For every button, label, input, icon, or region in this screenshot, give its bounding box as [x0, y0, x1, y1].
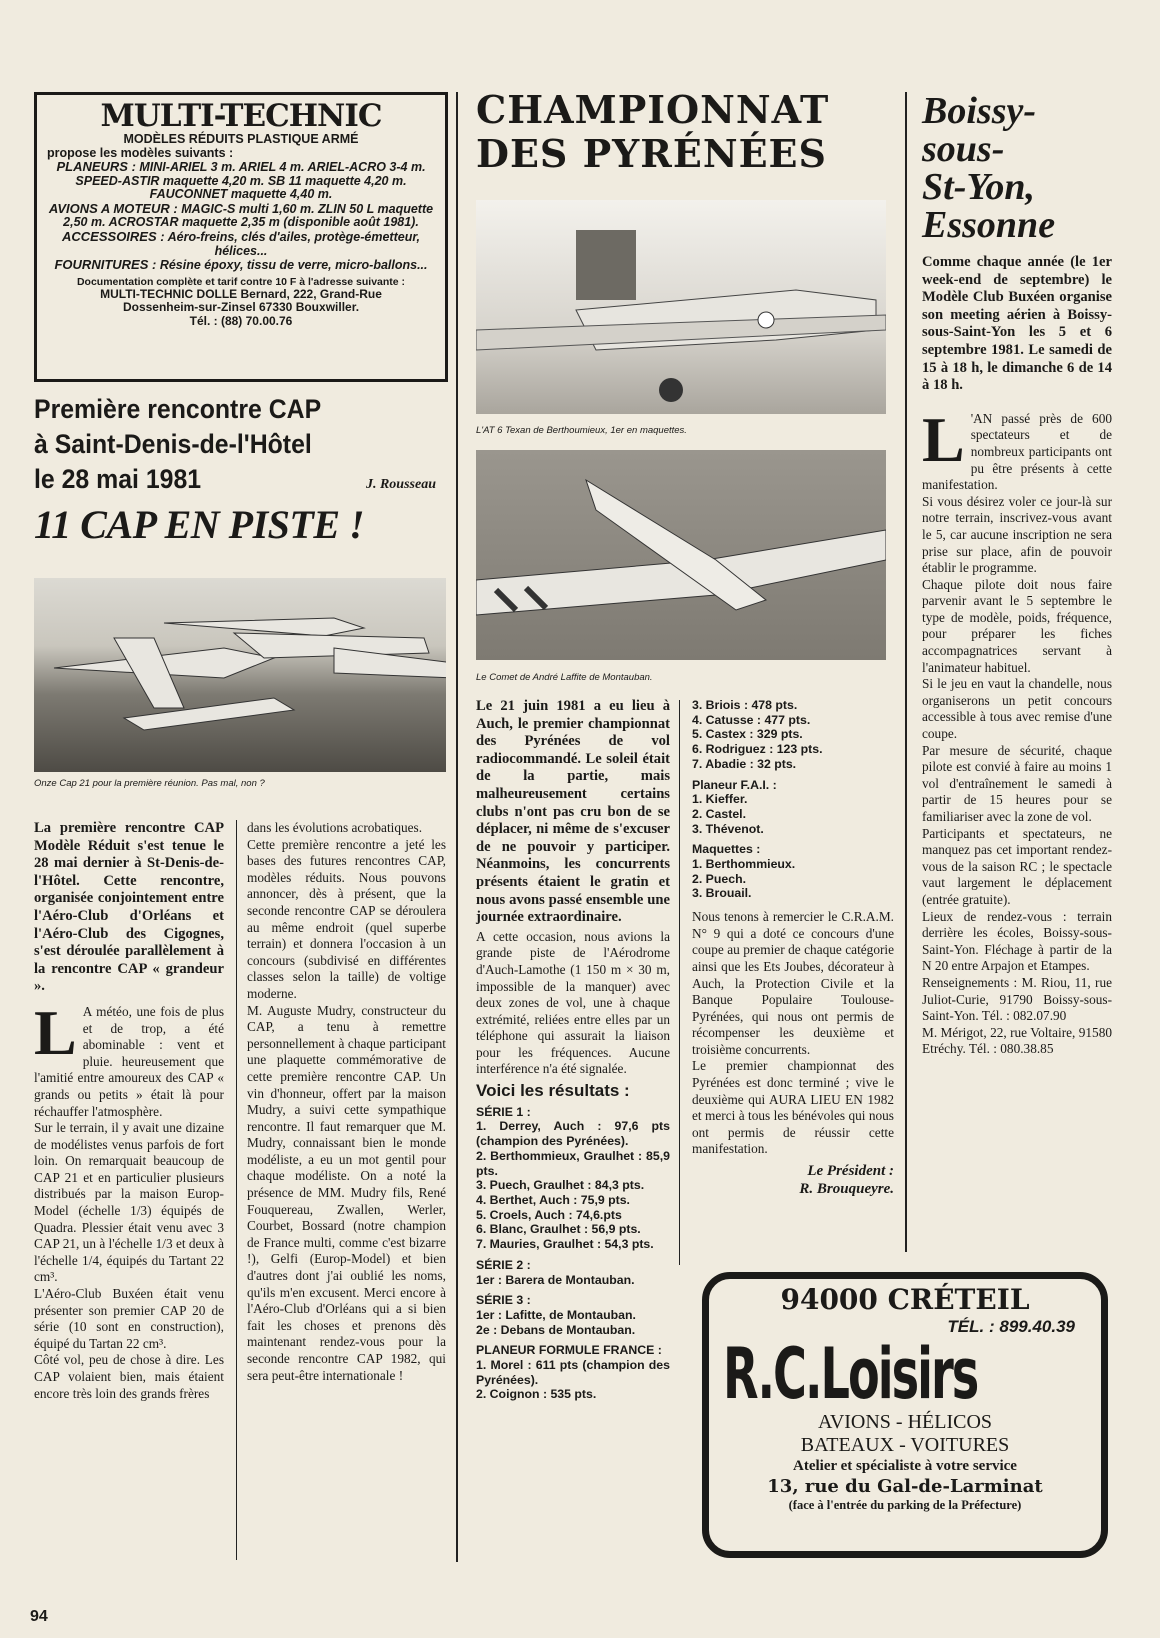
ad-logo-wrap [709, 1333, 1101, 1415]
ad-phone: TÉL. : 899.40.39 [947, 1317, 1075, 1336]
paragraph: Renseignements : M. Riou, 11, rue Juliot-Curie, 91790 Boissy-sous-Saint-Yon. Tél. : 082.07.90 [922, 974, 1112, 1024]
paragraph: Sur le terrain, il y avait une dizaine de modélistes venus parfois de fort loin. On remarquait beaucoup de CAP 21 et en particulier plusieurs distribués par la maison Europ-Model (échelle 1/3) équipés de Quadra. Plessier était venu avec 3 CAP 21, un à l'échelle 1/3 et deux à l'échelle 1/4, équipés du Tartant 22 cm³. [34, 1120, 224, 1285]
result-item: 2. Castel. [692, 806, 746, 821]
photo-comet [476, 450, 886, 660]
pyrenees-title [476, 88, 829, 176]
paragraph: Nous tenons à remercier le C.R.A.M. N° 9 qui a doté ce concours d'une coupe au premier de chaque catégorie ainsi que les Ets Joubes, décorateur à Auch, la Protection Civile et la Banque Populaire Toulouse-Pyrénées, qui nous ont permis de récompenser les deuxième et troisième concurrents. [692, 909, 894, 1057]
column-rule [236, 820, 237, 1560]
paragraph: Cette première rencontre a jeté les bases des futures rencontres CAP, modèles réduits. Nous pouvons annoncer, dès à présent, que la seconde rencontre CAP se déroulera au même endroit (quel superbe terrain) et donnera l'occasion à un concours (subdivisé en différentes classes selon la taille) de voltige moderne. [247, 836, 446, 1001]
paragraph: Chaque pilote doit nous faire parvenir avant le 5 septembre le type de modèle, poids, fréquence, pour préparer les fiches accompagnatrices servant à l'animateur habituel. [922, 576, 1112, 675]
result-item: 1er : Barera de Montauban. [476, 1272, 635, 1287]
ad-address: Dossenheim-sur-Zinsel 67330 Bouxwiller. [122, 300, 360, 315]
paragraph: Si le jeu en vaut la chandelle, nous organiserons un petit concours accessible à tous avec remise d'une coupe. [922, 676, 1112, 742]
ad-text: MAGIC-S multi 1,60 m. ZLIN 50 L maquette 2,50 m. ACROSTAR maquette 2,35 m (disponible août 1981). [63, 201, 434, 230]
result-item: 6. Blanc, Graulhet : 56,9 pts. [476, 1222, 641, 1237]
result-item: 5. Castex : 329 pts. [692, 727, 803, 742]
rcloisirs-ad [702, 1272, 1108, 1558]
signature: Le Président : [807, 1163, 894, 1180]
ad-phone: Tél. : (88) 70.00.76 [189, 313, 293, 328]
result-item: 4. Berthet, Auch : 75,9 pts. [476, 1192, 630, 1207]
results-list [692, 698, 894, 901]
paragraph: A cette occasion, nous avions la grande piste de l'Aérodrome d'Auch-Lamothe (1 150 m × 30 m, impossible de la manquer) avec deux zones de vol, une à chaque extrémité, reliées entre elles par un téléphone qui assurait la liaison pour les fréquences. Aucune interférence n'a été signalée. [476, 928, 670, 1077]
ad-text: Aéro-freins, clés d'ailes, protège-émetteur, hélices... [167, 229, 420, 258]
ad-label: AVIONS A MOTEUR : [48, 200, 178, 216]
paragraph: L'Aéro-Club Buxéen était venu présenter son premier CAP 20 de série (10 sont en construction), équipé du Tartan 22 cm³. [34, 1286, 224, 1351]
ad-brand: MULTI-TECHNIC [100, 98, 382, 134]
paragraph: M. Auguste Mudry, constructeur du CAP, a tenu à remettre personnellement à chaque participant une plaquette commémorative de cette première rencontre CAP. Un vin d'honneur, offert par la maison Mudry, a suivi cette sympathique rencontre. Il faut remarquer que M. Mudry, connaissant bien le monde modéliste, a eu un mot gentil pour chaque modéliste. On a noté la présence de MM. Mudry fils, René Fouquereau, Zwallen, Werler, Courbet, Bossard (notre champion de France multi, comme c'est bizarre !), Gelfi (Europ-Model) et bien d'autres dont j'ai oublié les noms, qu'ils m'en excusent. Merci encore à l'Aéro-Club d'Orléans qui a si bien fait les choses et prenons dès maintenant rendez-vous pour la seconde rencontre CAP 1982, qui sera peut-être internationale ! [247, 1002, 446, 1383]
article-lead: Le 21 juin 1981 a eu lieu à Auch, le premier championnat des Pyrénées de vol radiocommandé. Le soleil était de la partie, mais malheureusement certains clubs n'ont pas cru bon de se déplacer, ni même de s'excuser de ne pouvoir y participer. Néanmoins, les concurrents présents étaient le gratin et nous avons passé ensemble une journée extraordinaire. [476, 698, 670, 926]
results-heading: Maquettes : [692, 842, 761, 857]
results-heading: Planeur F.A.I. : [692, 777, 777, 792]
pyrenees-column-1 [476, 698, 670, 1402]
ad-accessoires [47, 230, 435, 258]
ad-label: ACCESSOIRES : [62, 228, 165, 244]
article-lead: La première rencontre CAP Modèle Réduit s'est tenue le 28 mai dernier à St-Denis-de-l'Hôtel. Cette rencontre, organisée conjointement entre l'Aéro-Club d'Orléans et l'Aéro-Club des Cigognes, s'est déroulée parallèlement à la rencontre CAP « grandeur ». [34, 820, 224, 995]
title-line: DES PYRÉNÉES [476, 131, 827, 176]
column-rule [905, 92, 907, 1252]
results-heading: SÉRIE 3 : [476, 1293, 531, 1308]
boissy-body [922, 403, 1112, 1058]
title-line: St-Yon, [922, 166, 1035, 208]
headline-line: le 28 mai 1981 [34, 464, 202, 494]
result-item: 2. Berthommieux, Graulhet : 85,9 pts. [476, 1148, 670, 1178]
result-item: 3. Briois : 478 pts. [692, 698, 798, 712]
aircraft-illustration [476, 450, 886, 660]
results-list [476, 1081, 670, 1402]
column-rule [456, 92, 458, 1562]
cap-column-2 [247, 820, 446, 1384]
drop-cap: L [922, 403, 965, 475]
article-title: 11 CAP EN PISTE ! [34, 502, 365, 547]
ad-address: MULTI-TECHNIC DOLLE Bernard, 222, Grand-Rue [100, 286, 382, 301]
result-item: 1. Kieffer. [692, 792, 748, 807]
result-item: 7. Mauries, Graulhet : 54,3 pts. [476, 1237, 654, 1252]
ad-text: MINI-ARIEL 3 m. ARIEL 4 m. ARIEL-ACRO 3-4 m. SPEED-ASTIR maquette 4,20 m. SB 11 maquette 4,20 m. FAUCONNET maquette 4,40 m. [75, 160, 426, 202]
photo-cap21-lineup [34, 578, 446, 772]
ad-note: (face à l'entrée du parking de la Préfecture) [788, 1498, 1022, 1512]
boissy-column [922, 254, 1112, 1058]
ad-label: FOURNITURES : [54, 257, 157, 273]
results-heading: SÉRIE 2 : [476, 1257, 531, 1272]
author: J. Rousseau [365, 477, 436, 492]
result-item: 1. Morel : 611 pts (champion des Pyrénées). [476, 1358, 670, 1387]
column-rule [679, 700, 680, 1265]
result-item: 2. Puech. [692, 871, 746, 886]
paragraph: Participants et spectateurs, ne manquez pas cet important rendez-vous de la saison RC ; le spectacle vaut largement le déplacement (entrée gratuite). [922, 825, 1112, 907]
multitechnic-ad [34, 92, 448, 382]
photo-caption: Le Comet de André Laffite de Montauban. [476, 672, 653, 683]
ad-avions [47, 202, 435, 230]
paragraph: Si vous désirez voler ce jour-là sur notre terrain, inscrivez-vous avant le 5, car aucune inscription ne sera prise sur place, afin de pouvoir établir le programme. [922, 493, 1112, 576]
ad-intro: propose les modèles suivants : [47, 146, 234, 160]
photo-caption: Onze Cap 21 pour la première réunion. Pas mal, non ? [34, 778, 265, 789]
pyrenees-column-2 [692, 698, 894, 1198]
paragraph: dans les évolutions acrobatiques. [247, 820, 423, 835]
paragraph: 'AN passé près de 600 spectateurs et de nombreux participants ont pu être présents à cette manifestation. [922, 410, 1112, 493]
ad-service: Atelier et spécialiste à votre service [793, 1458, 1017, 1474]
cap-headline [34, 392, 454, 548]
ad-category: BATEAUX - VOITURES [800, 1434, 1010, 1456]
page-number: 94 [30, 1608, 48, 1625]
paragraph: Le premier championnat des Pyrénées est donc terminé ; vive le deuxième qui AURA LIEU EN 1982 et merci à tous les bénévoles qui nous ont permis de réussir cette manifestation. [692, 1058, 894, 1157]
boissy-title [922, 92, 1055, 244]
result-item: 1. Derrey, Auch : 97,6 pts (champion des Pyrénées). [476, 1119, 670, 1149]
paragraph: Lieux de rendez-vous : terrain derrière les écoles, Boissy-sous-Saint-Yon. Fléchage à partir de la N 20 entre Arpajon et Etampes. [922, 908, 1112, 974]
title-line: sous- [922, 128, 1005, 170]
ad-subtitle: MODÈLES RÉDUITS PLASTIQUE ARMÉ [123, 132, 359, 146]
cap-column-1 [34, 820, 224, 1402]
drop-cap: L [34, 996, 77, 1068]
paragraph: Côté vol, peu de chose à dire. Les CAP volaient bien, mais étaient encore très loin des grands frères [34, 1352, 224, 1401]
result-item: 4. Catusse : 477 pts. [692, 712, 811, 727]
title-line: Boissy- [922, 90, 1036, 132]
result-item: 5. Croels, Auch : 74,6.pts [476, 1207, 622, 1222]
paragraph: A météo, une fois de plus et de trop, a été abominable : vent et pluie. heureusement que l'amitié entre amoureux des CAP « grands ou petits » était là pour réchauffer l'atmosphère. [34, 1003, 224, 1119]
photo-at6-texan [476, 200, 886, 414]
result-item: 6. Rodriguez : 123 pts. [692, 742, 823, 757]
aircraft-illustration [34, 578, 446, 772]
results-title: Voici les résultats : [476, 1081, 630, 1101]
headline-line: à Saint-Denis-de-l'Hôtel [34, 429, 312, 459]
ad-label: PLANEURS : [56, 159, 136, 174]
result-item: 3. Brouail. [692, 886, 752, 901]
result-item: 2e : Debans de Montauban. [476, 1322, 636, 1337]
title-line: Essonne [922, 204, 1056, 246]
results-heading: SÉRIE 1 : [476, 1104, 531, 1119]
result-item: 2. Coignon : 535 pts. [476, 1387, 597, 1402]
result-item: 3. Puech, Graulhet : 84,3 pts. [476, 1178, 645, 1193]
ad-logo: R.C.Loisirs [723, 1333, 978, 1415]
ad-city: 94000 CRÉTEIL [780, 1283, 1030, 1316]
signature: R. Brouqueyre. [799, 1181, 894, 1198]
title-line: CHAMPIONNAT [476, 87, 830, 132]
photo-caption: L'AT 6 Texan de Berthoumieux, 1er en maquettes. [476, 425, 687, 436]
article-lead: Comme chaque année (le 1er week-end de septembre) le Modèle Club Buxéen organise son meeting aérien à Boissy-sous-Saint-Yon les 5 et 6 septembre 1981. Le samedi de 15 à 18 h, le dimanche 6 de 14 à 18 h. [922, 254, 1112, 394]
results-heading: PLANEUR FORMULE FRANCE : [476, 1343, 662, 1358]
paragraph: M. Mérigot, 22, rue Voltaire, 91580 Etréchy. Tél. : 080.38.85 [922, 1024, 1112, 1057]
ad-fournitures [47, 258, 435, 273]
result-item: 1. Berthommieux. [692, 857, 796, 872]
result-item: 7. Abadie : 32 pts. [692, 756, 797, 771]
result-item: 1er : Lafitte, de Montauban. [476, 1307, 636, 1322]
ad-text: Résine époxy, tissu de verre, micro-ballons... [159, 258, 428, 273]
paragraph: Par mesure de sécurité, chaque pilote est convié à faire au moins 1 vol d'entraînement le samedi à partir de 15 heures pour se familiariser avec la zone de vol. [922, 742, 1112, 824]
ad-planeurs [47, 160, 435, 202]
result-item: 3. Thévenot. [692, 821, 764, 836]
ad-category: AVIONS - HÉLICOS [817, 1411, 993, 1433]
ad-address: 13, rue du Gal-de-Larminat [767, 1476, 1043, 1497]
headline-line: Première rencontre CAP [34, 394, 322, 424]
aircraft-illustration [476, 200, 886, 414]
ad-documentation: Documentation complète et tarif contre 10 F à l'adresse suivante : [76, 275, 406, 288]
